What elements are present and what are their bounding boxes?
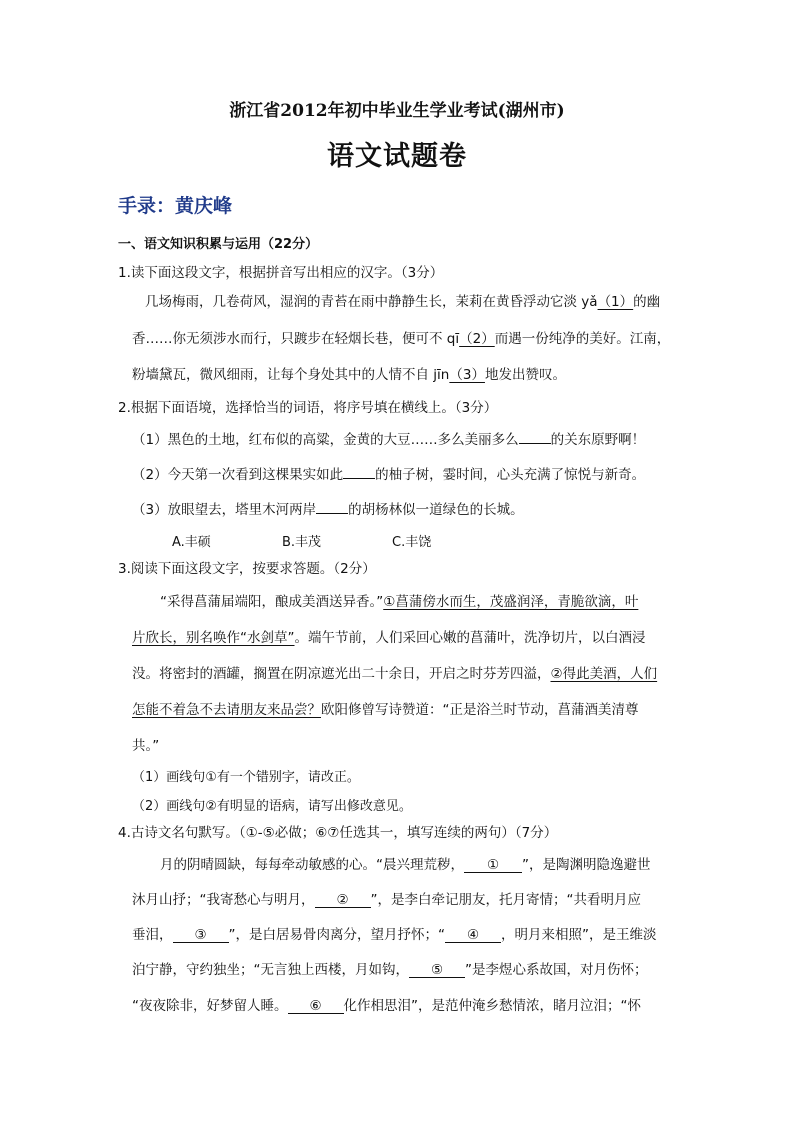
q3-text: “采得菖蒲届端阳，酿成美酒送异香。” <box>160 594 384 610</box>
section-heading: 一、语文知识积累与运用（22分） <box>118 237 319 252</box>
author-credit: 手录：黄庆峰 <box>118 195 233 217</box>
q1-passage-line <box>132 327 670 347</box>
recitation-blank[interactable]: ⑤ <box>409 963 465 978</box>
q3-subquestion-1: （1）画线句①有一个错别字，请改正。 <box>132 770 360 785</box>
q1-text: 粉墙黛瓦，微风细雨，让每个身处其中的人情不自 jīn <box>132 367 450 383</box>
q4-text: ”，是白居易骨肉离分，望月抒怀；“ <box>228 927 445 943</box>
recitation-blank[interactable]: ② <box>315 893 371 908</box>
recitation-blank[interactable]: ④ <box>445 928 501 943</box>
q1-text: 而遇一份纯净的美好。江南， <box>494 331 671 347</box>
q3-passage-line <box>132 626 646 646</box>
q4-stem: 4.古诗文名句默写。（①-⑤必做；⑥⑦任选其一，填写连续的两句）（7分） <box>118 825 558 841</box>
q1-passage-line <box>145 290 660 310</box>
option-a: A.丰硕 <box>172 535 211 550</box>
recitation-blank[interactable]: ③ <box>173 928 229 943</box>
q3-text: 没。将密封的酒罐，搁置在阴凉遮光出二十余日，开启之时芬芳四溢， <box>132 666 551 682</box>
q3-passage-line <box>132 698 639 718</box>
underlined-sentence-1: 片欣长，别名唤作“水剑草” <box>132 630 295 646</box>
q1-text: 地发出赞叹。 <box>484 367 566 383</box>
answer-blank[interactable] <box>343 478 375 479</box>
q4-passage-line <box>132 994 641 1014</box>
exam-title: 浙江省2012年初中毕业生学业考试(湖州市) <box>229 101 565 121</box>
q2-text: 的胡杨林似一道绿色的长城。 <box>348 502 524 518</box>
underlined-sentence-2: 怎能不着急不去请朋友来品尝？ <box>132 702 321 718</box>
q4-text: 垂泪， <box>132 927 173 943</box>
q3-passage-line <box>160 590 638 610</box>
q2-text: 的柚子树，霎时间，心头充满了惊悦与新奇。 <box>375 467 646 483</box>
underlined-sentence-1: ①菖蒲傍水而生，茂盛润泽，青脆欲滴，叶 <box>383 594 639 610</box>
q4-passage-line <box>132 923 657 943</box>
q4-passage-line <box>160 853 651 873</box>
option-c: C.丰饶 <box>392 535 432 550</box>
underlined-sentence-2: ②得此美酒，人们 <box>550 666 658 682</box>
paper-subtitle: 语文试题卷 <box>327 141 467 172</box>
q3-text: 。端午节前，人们采回心嫩的菖蒲叶，洗净切片，以白酒浸 <box>294 630 646 646</box>
q3-subquestion-2: （2）画线句②有明显的语病，请写出修改意见。 <box>132 799 412 814</box>
q2-sentence <box>132 428 645 448</box>
q1-stem: 1.读下面这段文字，根据拼音写出相应的汉字。（3分） <box>118 265 444 281</box>
q4-text: ”，是李白牵记朋友，托月寄情；“共看明月应 <box>370 892 641 908</box>
answer-blank[interactable] <box>519 443 551 444</box>
answer-blank[interactable]: （3） <box>449 367 485 383</box>
q2-text: （2）今天第一次看到这棵果实如此 <box>132 467 344 483</box>
q4-text: ”是李煜心系故国，对月伤怀； <box>465 962 648 978</box>
q3-passage-line <box>132 662 657 682</box>
q1-text: 的幽 <box>633 294 661 310</box>
q2-text: （1）黑色的土地，红布似的高粱，金黄的大豆……多么美丽多么 <box>132 432 519 448</box>
q4-passage-line <box>132 958 648 978</box>
q3-stem: 3.阅读下面这段文字，按要求答题。（2分） <box>118 561 376 577</box>
q1-text: 香……你无须涉水而行，只踱步在轻烟长巷，便可不 qī <box>132 331 460 347</box>
q2-text: （3）放眼望去，塔里木河两岸 <box>132 502 317 518</box>
q4-text: “夜夜除非，好梦留人睡。 <box>132 998 288 1014</box>
q2-sentence <box>132 498 524 518</box>
q4-text: 沐月山抒；“我寄愁心与明月， <box>132 892 315 908</box>
recitation-blank[interactable]: ① <box>464 858 522 873</box>
option-b: B.丰茂 <box>282 535 322 550</box>
q3-text: 欧阳修曾写诗赞道：“正是浴兰时节动，菖蒲酒美清尊 <box>321 702 639 718</box>
q4-text: 泊宁静，守约独坐；“无言独上西楼，月如钩， <box>132 962 409 978</box>
q3-passage-line: 共。” <box>132 738 160 754</box>
q2-sentence <box>132 463 645 483</box>
q4-text: 化作相思泪”，是范仲淹乡愁情浓，睹月泣泪；“怀 <box>343 998 641 1014</box>
q4-text: ，明月来相照”，是王维淡 <box>501 927 657 943</box>
q2-text: 的关东原野啊！ <box>550 432 646 448</box>
q1-passage-line <box>132 363 566 383</box>
q4-passage-line <box>132 888 641 908</box>
answer-blank[interactable]: （1） <box>597 294 634 310</box>
recitation-blank[interactable]: ⑥ <box>288 999 344 1014</box>
q2-stem: 2.根据下面语境，选择恰当的词语，将序号填在横线上。（3分） <box>118 400 498 416</box>
answer-blank[interactable]: （2） <box>459 331 495 347</box>
q1-text: 几场梅雨，几卷荷风，湿润的青苔在雨中静静生长，茉莉在黄昏浮动它淡 yǎ <box>145 294 598 310</box>
q4-text: 月的阴晴圆缺，每每牵动敏感的心。“晨兴理荒秽， <box>160 857 464 873</box>
q4-text: ”，是陶渊明隐逸避世 <box>522 857 651 873</box>
answer-blank[interactable] <box>316 513 348 514</box>
